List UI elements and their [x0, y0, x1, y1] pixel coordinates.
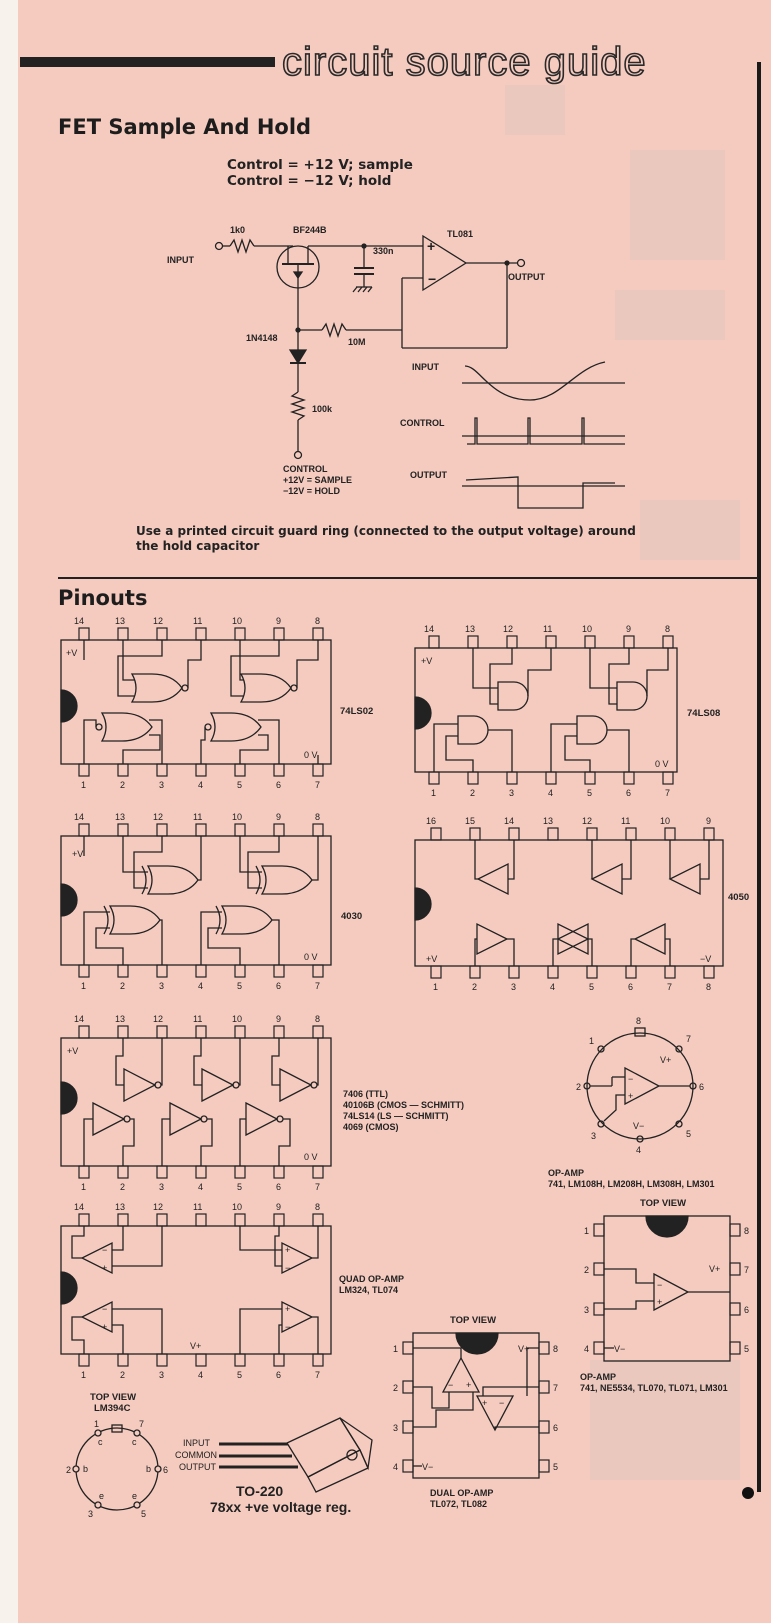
pin-label: 13 — [543, 816, 554, 826]
wave-output-label: OUTPUT — [410, 470, 447, 480]
pinouts-title: Pinouts — [58, 586, 148, 610]
pin-label: 2 — [66, 1465, 72, 1475]
pin-label: 3 — [159, 780, 165, 790]
pin-label: 6 — [163, 1465, 169, 1475]
pin-label: 1 — [81, 780, 87, 790]
fet-schematic — [167, 225, 546, 496]
pin-label: 8 — [636, 1016, 642, 1026]
pin-label: 6 — [628, 982, 634, 992]
resistor-100k-label: 100k — [312, 404, 333, 414]
pin-label: 6 — [276, 1370, 282, 1380]
pin-label: 13 — [115, 812, 126, 822]
pin-label: 2 — [472, 982, 478, 992]
pin-label: 6 — [276, 981, 282, 991]
chip-name: 4050 — [728, 892, 750, 903]
chip-name: 40106B (CMOS — SCHMITT) — [343, 1100, 465, 1110]
pin-label: 4 — [198, 780, 204, 790]
vplus-label: V+ — [709, 1264, 721, 1274]
chip-name: QUAD OP-AMP — [339, 1274, 404, 1284]
svg-text:−: − — [657, 1280, 663, 1290]
control-line-2: Control = −12 V; hold — [227, 173, 392, 189]
pin-label: 8 — [315, 1202, 321, 1212]
pin-label: 11 — [193, 812, 203, 822]
svg-text:+: + — [285, 1245, 291, 1255]
control-hold-label: −12V = HOLD — [283, 486, 341, 496]
vplus-label: V+ — [190, 1341, 202, 1351]
pin-label: 8 — [315, 616, 321, 626]
pin-label: 5 — [141, 1509, 147, 1519]
chip-74ls02 — [61, 628, 331, 776]
diode-label: 1N4148 — [246, 333, 278, 343]
pin-label: 4 — [548, 788, 554, 798]
pin-label: 1 — [94, 1419, 100, 1429]
pin-label: 2 — [120, 1370, 126, 1380]
pin-label: 3 — [509, 788, 515, 798]
svg-text:+: + — [628, 1091, 634, 1101]
svg-text:−: − — [428, 271, 437, 287]
pin-label: 7 — [744, 1265, 750, 1275]
pin-label: 2 — [584, 1265, 590, 1275]
pin-label: 9 — [276, 616, 282, 626]
svg-text:−: − — [102, 1304, 108, 1314]
pin-label: 4 — [198, 1182, 204, 1192]
wave-input-label: INPUT — [412, 362, 439, 372]
svg-text:+: + — [102, 1263, 108, 1273]
pin-label: 13 — [115, 1014, 126, 1024]
pin-label: 6 — [553, 1423, 559, 1433]
chip-4050 — [415, 828, 723, 978]
pin-label: 2 — [576, 1082, 582, 1092]
vminus-label: V− — [633, 1121, 645, 1131]
pin-label: 3 — [591, 1131, 597, 1141]
chip-name: DUAL OP-AMP — [430, 1488, 494, 1498]
pin-label: 4 — [550, 982, 556, 992]
pin-label: 1 — [81, 1370, 87, 1380]
gnd-label: 0 V — [304, 750, 318, 760]
pin-label: 6 — [744, 1305, 750, 1315]
svg-text:−: − — [499, 1398, 505, 1408]
pin-label: 7 — [665, 788, 671, 798]
pin-label: 1 — [584, 1226, 590, 1236]
svg-text:+: + — [285, 1304, 291, 1314]
pin-label: 8 — [315, 1014, 321, 1024]
pin-label: 5 — [237, 780, 243, 790]
control-sample-label: +12V = SAMPLE — [283, 475, 353, 485]
svg-text:+: + — [102, 1322, 108, 1332]
pin-label: 14 — [74, 812, 85, 822]
pin-label: 10 — [232, 616, 243, 626]
pin-label: 10 — [582, 624, 593, 634]
pin-label: 5 — [744, 1344, 750, 1354]
svg-text:−: − — [628, 1074, 634, 1084]
pin-label: 13 — [115, 616, 126, 626]
pin-letter: c — [132, 1437, 137, 1447]
pin-label: 13 — [115, 1202, 126, 1212]
pin-label: 14 — [74, 1202, 85, 1212]
svg-text:−: − — [102, 1245, 108, 1255]
pin-label: 9 — [276, 812, 282, 822]
pin-label: 1 — [431, 788, 437, 798]
pin-label: 7 — [667, 982, 673, 992]
guard-ring-note: Use a printed circuit guard ring (connected to the output voltage) around the hold capacitor — [136, 524, 636, 553]
pin-label: 13 — [465, 624, 476, 634]
pin-label: COMMON — [175, 1450, 217, 1460]
wave-control-label: CONTROL — [400, 418, 445, 428]
chip-name: LM394C — [94, 1403, 131, 1414]
vplus-label: V+ — [660, 1055, 672, 1065]
vminus-label: −V — [700, 954, 712, 964]
pin-label: 3 — [511, 982, 517, 992]
pin-label: 10 — [232, 1202, 243, 1212]
pin-letter: b — [146, 1464, 152, 1474]
svg-text:−: − — [448, 1380, 454, 1390]
svg-text:+: + — [427, 238, 436, 254]
gnd-label: 0 V — [304, 1152, 318, 1162]
chip-name: 74LS14 (LS — SCHMITT) — [343, 1111, 449, 1121]
pin-label: 15 — [465, 816, 476, 826]
pin-label: 5 — [237, 981, 243, 991]
pin-label: 5 — [589, 982, 595, 992]
pin-label: 1 — [393, 1344, 399, 1354]
pin-letter: c — [98, 1437, 103, 1447]
control-pin-label: CONTROL — [283, 464, 328, 474]
chip-name: TL072, TL082 — [430, 1499, 488, 1509]
chip-name: 741, LM108H, LM208H, LM308H, LM301 — [548, 1179, 715, 1189]
chip-name: 4030 — [341, 911, 363, 922]
pin-label: 1 — [433, 982, 439, 992]
pin-label: 12 — [153, 616, 164, 626]
svg-text:+: + — [482, 1398, 488, 1408]
pin-label: 3 — [159, 1370, 165, 1380]
pin-label: 11 — [193, 1014, 203, 1024]
chip-4030 — [61, 824, 331, 977]
chip-name: 4069 (CMOS) — [343, 1122, 399, 1132]
top-view-label: TOP VIEW — [640, 1198, 687, 1209]
vplus-label: V+ — [518, 1344, 530, 1354]
vplus-label: +V — [421, 656, 433, 666]
pin-label: 8 — [315, 812, 321, 822]
pin-label: 2 — [393, 1383, 399, 1393]
pin-label: 14 — [424, 624, 435, 634]
pin-label: 7 — [139, 1419, 145, 1429]
pin-label: 2 — [120, 1182, 126, 1192]
pin-label: 5 — [237, 1182, 243, 1192]
pin-label: 4 — [636, 1145, 642, 1155]
gnd-label: 0 V — [655, 759, 669, 769]
pin-label: 7 — [553, 1383, 559, 1393]
pin-label: 3 — [393, 1423, 399, 1433]
top-view-label: TOP VIEW — [450, 1315, 497, 1326]
resistor-10m-label: 10M — [348, 337, 366, 347]
pin-label: 8 — [553, 1344, 559, 1354]
pin-label: 4 — [393, 1462, 399, 1472]
pin-label: 1 — [81, 1182, 87, 1192]
resistor-1k-label: 1k0 — [230, 225, 246, 235]
pin-label: 9 — [276, 1014, 282, 1024]
pin-label: 11 — [621, 816, 631, 826]
pin-label: 6 — [276, 780, 282, 790]
fet-part-label: BF244B — [293, 225, 327, 235]
pin-label: 7 — [315, 780, 321, 790]
pin-label: 12 — [582, 816, 593, 826]
vplus-label: +V — [426, 954, 438, 964]
pin-label: 2 — [120, 780, 126, 790]
fet-title: FET Sample And Hold — [58, 115, 312, 139]
pin-label: 5 — [237, 1370, 243, 1380]
pin-label: 7 — [315, 1182, 321, 1192]
pin-label: 14 — [504, 816, 515, 826]
pin-label: 10 — [232, 812, 243, 822]
pin-label: 9 — [626, 624, 632, 634]
vplus-label: +V — [67, 1046, 79, 1056]
svg-text:+: + — [466, 1380, 472, 1390]
vplus-label: +V — [66, 648, 78, 658]
pin-label: 14 — [74, 1014, 85, 1024]
pin-label: 14 — [74, 616, 85, 626]
chip-name: OP-AMP — [580, 1372, 616, 1382]
pin-label: 4 — [198, 1370, 204, 1380]
svg-text:+: + — [657, 1297, 663, 1307]
dual-opamp — [403, 1333, 549, 1478]
vminus-label: V− — [614, 1344, 626, 1354]
chip-name: 74LS02 — [340, 706, 374, 717]
dip8-opamp — [594, 1216, 740, 1361]
pin-label: 1 — [81, 981, 87, 991]
gnd-label: 0 V — [304, 952, 318, 962]
pin-label: 12 — [503, 624, 514, 634]
pin-label: 10 — [660, 816, 671, 826]
pin-label: 11 — [193, 1202, 203, 1212]
pin-label: INPUT — [183, 1438, 210, 1448]
waveforms — [400, 362, 625, 508]
pin-label: 4 — [198, 981, 204, 991]
chip-hex-inverter — [61, 1026, 331, 1178]
pin-label: 1 — [589, 1036, 595, 1046]
pin-label: 2 — [120, 981, 126, 991]
chip-74ls08 — [415, 636, 677, 784]
pin-label: 10 — [232, 1014, 243, 1024]
chip-name: 741, NE5534, TL070, TL071, LM301 — [580, 1383, 728, 1393]
vplus-label: +V — [72, 849, 84, 859]
pin-label: 6 — [626, 788, 632, 798]
pin-label: 2 — [470, 788, 476, 798]
pin-label: 9 — [706, 816, 712, 826]
pin-label: 5 — [553, 1462, 559, 1472]
pin-label: 3 — [159, 1182, 165, 1192]
opamp-label: TL081 — [447, 229, 474, 239]
pin-label: 16 — [426, 816, 437, 826]
to220-regulator — [219, 1418, 372, 1492]
pin-label: 3 — [159, 981, 165, 991]
pin-label: 11 — [193, 616, 203, 626]
chip-name: OP-AMP — [548, 1168, 584, 1178]
pin-letter: e — [99, 1491, 105, 1501]
pin-label: 11 — [543, 624, 553, 634]
pin-label: 6 — [699, 1082, 705, 1092]
package-name: TO-220 — [236, 1483, 284, 1499]
pin-label: 12 — [153, 1014, 164, 1024]
pin-label: 9 — [276, 1202, 282, 1212]
pin-label: 7 — [686, 1034, 692, 1044]
pin-label: 7 — [315, 981, 321, 991]
pin-label: 3 — [584, 1305, 590, 1315]
svg-text:−: − — [285, 1322, 291, 1332]
cap-label: 330n — [373, 246, 394, 256]
pin-label: 7 — [315, 1370, 321, 1380]
chip-name: 74LS08 — [687, 708, 721, 719]
output-label: OUTPUT — [508, 272, 545, 282]
pin-label: 8 — [665, 624, 671, 634]
chip-name: 7406 (TTL) — [343, 1089, 389, 1099]
pin-label: 12 — [153, 1202, 164, 1212]
pin-label: 3 — [88, 1509, 94, 1519]
top-view-label: TOP VIEW — [90, 1392, 137, 1403]
pin-label: 5 — [587, 788, 593, 798]
svg-text:−: − — [285, 1263, 291, 1273]
pin-label: 12 — [153, 812, 164, 822]
pin-label: 8 — [706, 982, 712, 992]
input-label: INPUT — [167, 255, 194, 265]
section-header: circuit source guide — [282, 40, 647, 84]
pin-label: 8 — [744, 1226, 750, 1236]
pin-label: 4 — [584, 1344, 590, 1354]
control-line-1: Control = +12 V; sample — [227, 157, 413, 173]
pin-label: OUTPUT — [179, 1462, 216, 1472]
chip-name: LM324, TL074 — [339, 1285, 399, 1295]
pin-label: 5 — [686, 1129, 692, 1139]
pin-label: 6 — [276, 1182, 282, 1192]
pin-letter: e — [132, 1491, 138, 1501]
vminus-label: V− — [422, 1462, 434, 1472]
pin-letter: b — [83, 1464, 89, 1474]
package-desc: 78xx +ve voltage reg. — [210, 1499, 352, 1515]
